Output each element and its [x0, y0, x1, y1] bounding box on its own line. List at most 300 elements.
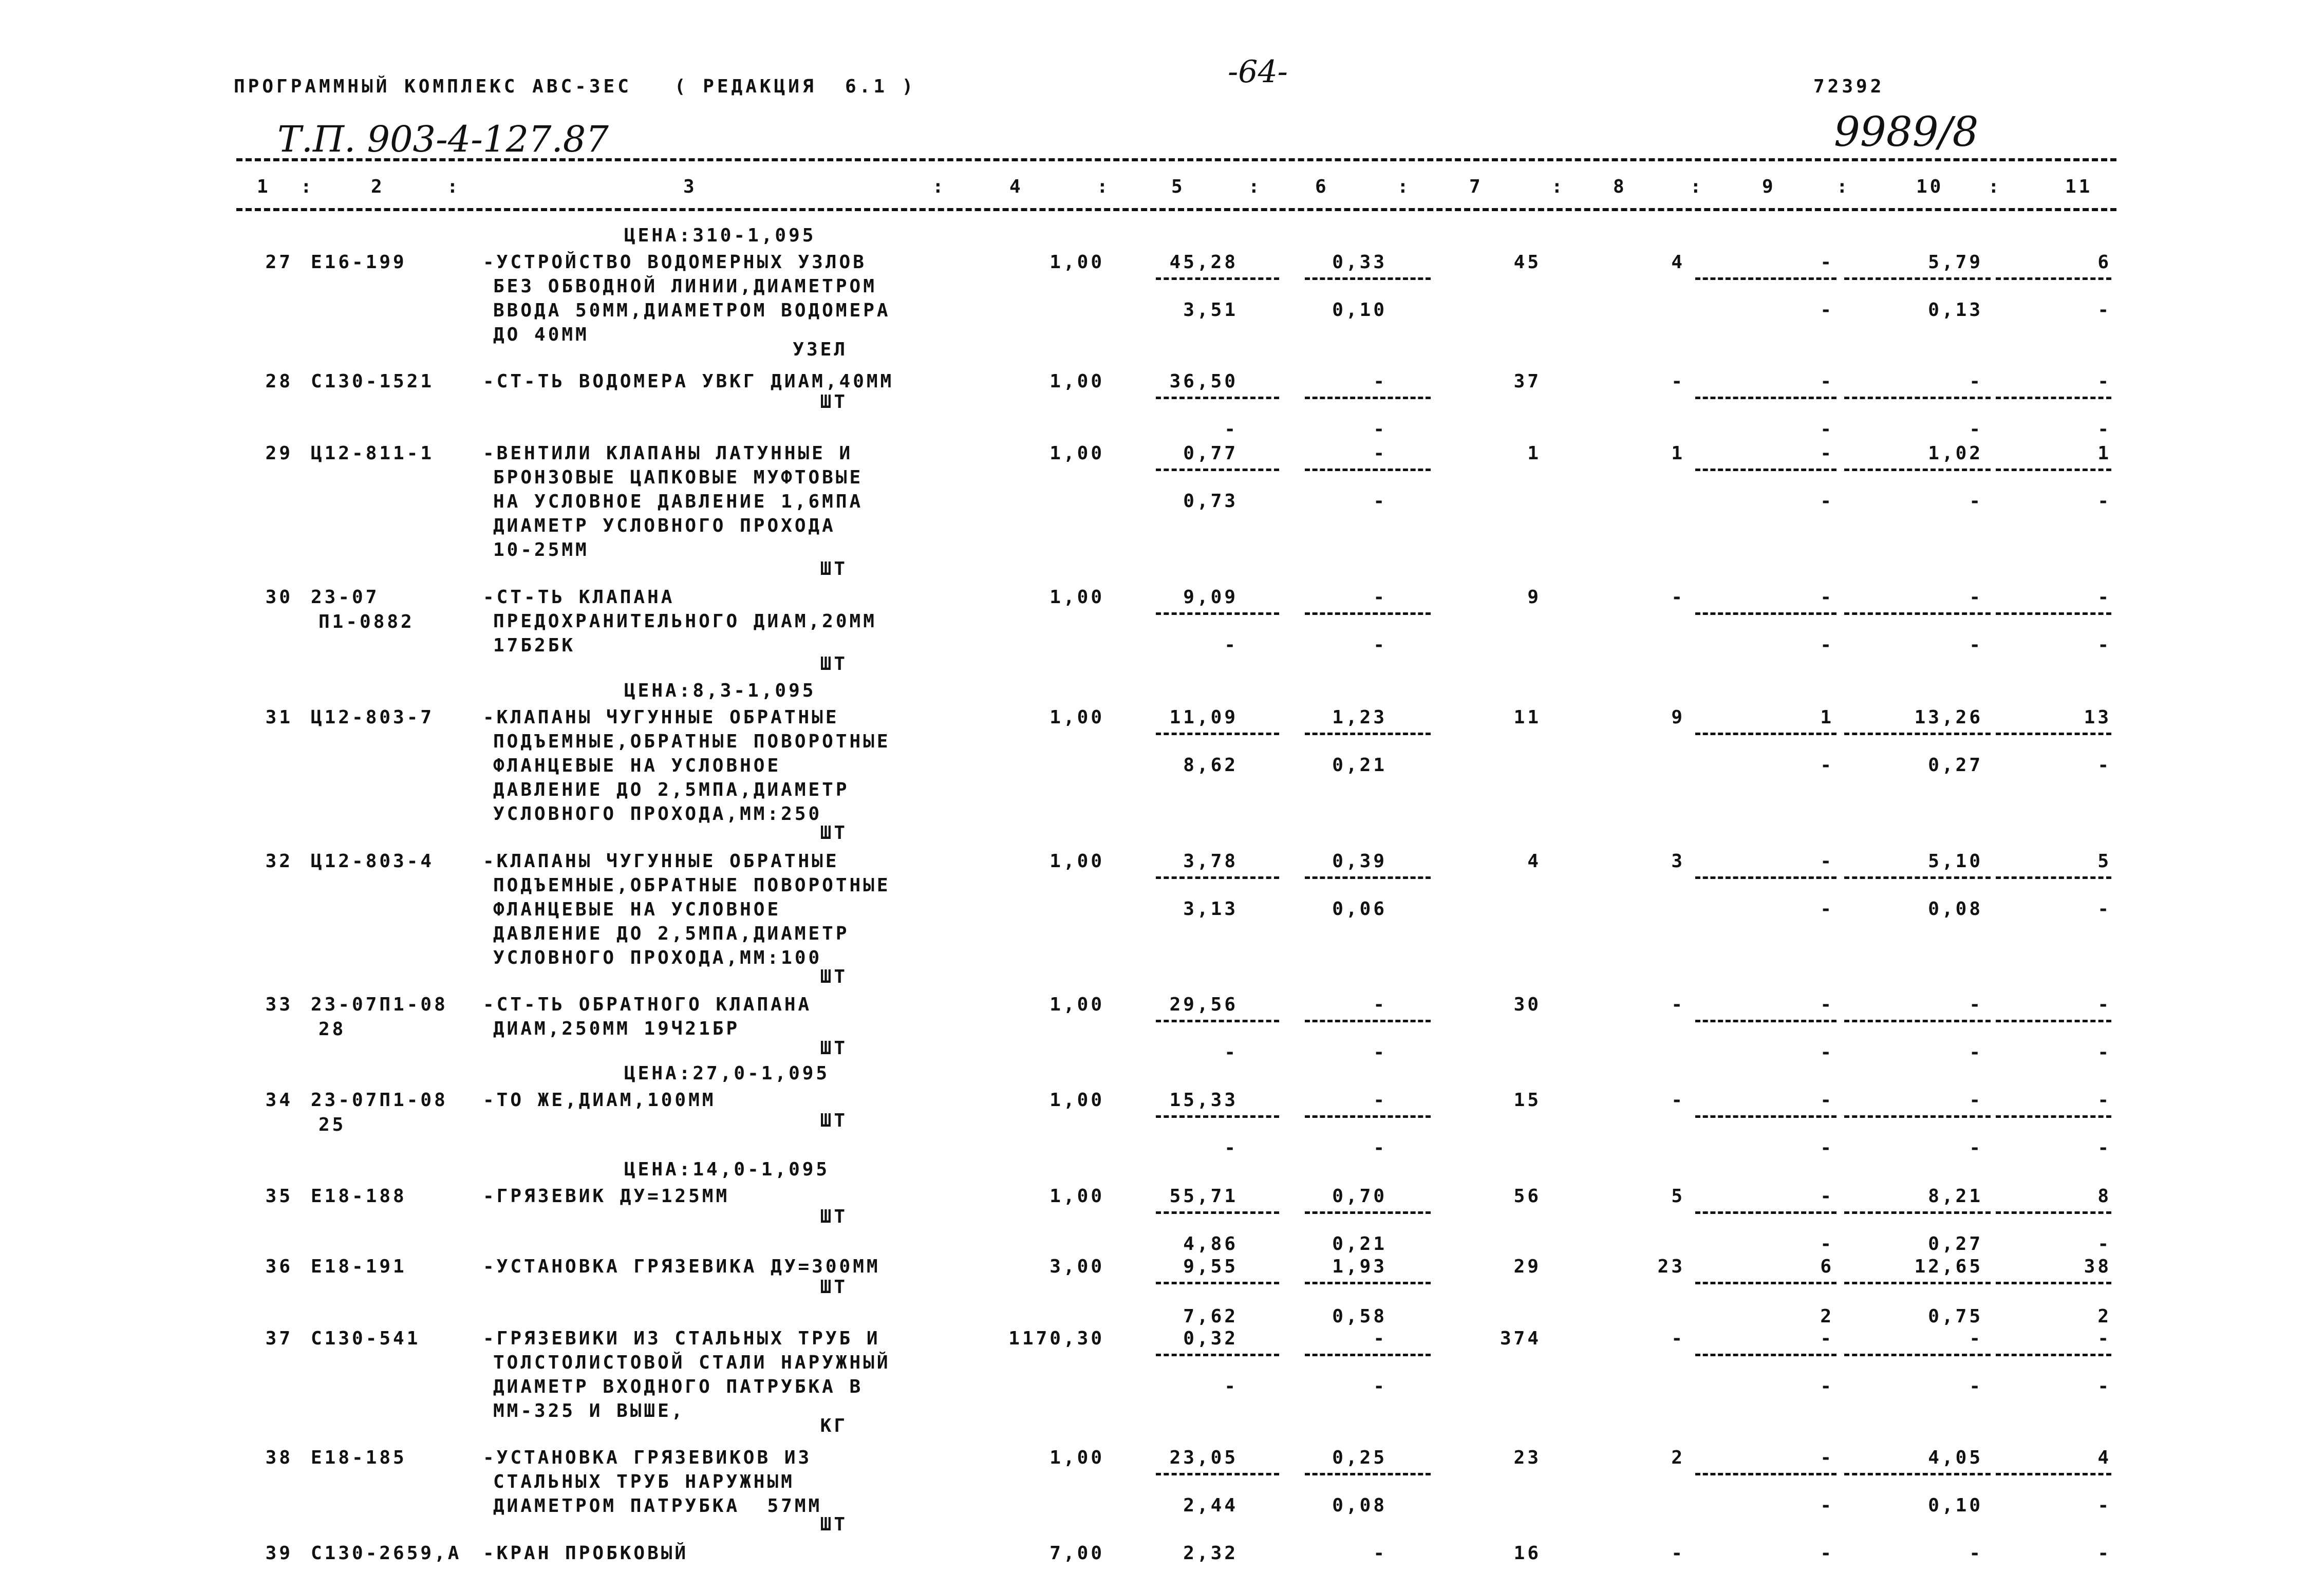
- fraction-line: [1305, 1282, 1431, 1284]
- row-description-line: БРОНЗОВЫЕ ЦАПКОВЫЕ МУФТОВЫЕ: [493, 467, 864, 488]
- column-separator: :: [1836, 176, 1850, 197]
- row-code: Е18-185: [311, 1447, 407, 1468]
- labor-total-wages: -: [2097, 419, 2111, 440]
- labor-total-wages: -: [2097, 300, 2111, 321]
- fraction-line: [1695, 469, 1836, 471]
- fraction-line: [1156, 1211, 1279, 1214]
- fraction-line: [1996, 397, 2111, 399]
- row-code: С130-541: [311, 1328, 421, 1349]
- row-unit: ШТ: [820, 1277, 848, 1298]
- cost-total: 15,33: [1169, 1090, 1238, 1111]
- labor-wages: 0,10: [1928, 1495, 1983, 1516]
- column-separator: :: [1248, 176, 1262, 197]
- fraction-line: [1695, 1282, 1836, 1284]
- cost-machine-wages: -: [1373, 1376, 1387, 1397]
- fraction-line: [1996, 1473, 2111, 1475]
- labor-wages: -: [1969, 1042, 1983, 1063]
- fraction-line: [1844, 733, 1991, 735]
- fraction-line: [1844, 1211, 1991, 1214]
- fraction-line: [1156, 612, 1279, 615]
- fraction-line: [1996, 1354, 2111, 1356]
- cost-machine-wages: 0,08: [1332, 1495, 1387, 1516]
- fraction-line: [1844, 1020, 1991, 1022]
- machine-cost: -: [1820, 443, 1834, 464]
- machine-wages: -: [1820, 1233, 1834, 1255]
- row-number: 34: [265, 1090, 293, 1111]
- fraction-line: [1996, 876, 2111, 879]
- labor-wages: -: [1969, 1376, 1983, 1397]
- labor-total-wages: -: [2097, 1042, 2111, 1063]
- price-note: ЦЕНА:310-1,095: [624, 225, 816, 246]
- wages: -: [1671, 587, 1685, 608]
- price-note: ЦЕНА:14,0-1,095: [624, 1159, 830, 1180]
- cost-machine-wages: 0,21: [1332, 755, 1387, 776]
- total-cost: 11: [1513, 707, 1541, 728]
- row-quantity: 1,00: [1049, 587, 1104, 608]
- row-unit: КГ: [820, 1415, 848, 1436]
- machine-cost: -: [1820, 1447, 1834, 1468]
- row-unit: ШТ: [820, 966, 848, 987]
- row-quantity: 1,00: [1049, 994, 1104, 1015]
- labor-total-wages: -: [2097, 491, 2111, 512]
- row-quantity: 1170,30: [1008, 1328, 1104, 1349]
- fraction-line: [1844, 1115, 1991, 1118]
- labor-total: -: [2097, 587, 2111, 608]
- machine-cost: -: [1820, 851, 1834, 872]
- row-description-line: НА УСЛОВНОЕ ДАВЛЕНИЕ 1,6МПА: [493, 491, 864, 512]
- cost-total-wages: -: [1224, 1376, 1238, 1397]
- row-description-line: ПОДЪЕМНЫЕ,ОБРАТНЫЕ ПОВОРОТНЫЕ: [493, 731, 891, 752]
- cost-machine-wages: 0,58: [1332, 1306, 1387, 1327]
- row-description-line: ДИАМЕТР ВХОДНОГО ПАТРУБКА В: [493, 1376, 864, 1397]
- row-description-line: -ГРЯЗЕВИКИ ИЗ СТАЛЬНЫХ ТРУБ И: [483, 1328, 880, 1349]
- cost-machine: -: [1373, 1090, 1387, 1111]
- machine-wages: -: [1820, 1495, 1834, 1516]
- cost-total: 45,28: [1169, 252, 1238, 273]
- fraction-line: [1156, 397, 1279, 399]
- labor: -: [1969, 587, 1983, 608]
- row-number: 38: [265, 1447, 293, 1468]
- column-header-10: 10: [1916, 176, 1944, 197]
- labor-total-wages: -: [2097, 1376, 2111, 1397]
- fraction-line: [1156, 876, 1279, 879]
- row-code: Е18-188: [311, 1186, 407, 1207]
- row-code: Е16-199: [311, 252, 407, 273]
- row-quantity: 1,00: [1049, 1447, 1104, 1468]
- row-quantity: 1,00: [1049, 371, 1104, 392]
- row-description-line: -УСТРОЙСТВО ВОДОМЕРНЫХ УЗЛОВ: [483, 252, 867, 273]
- fraction-line: [1156, 1473, 1279, 1475]
- row-description-line: -СТ-ТЬ ОБРАТНОГО КЛАПАНА: [483, 994, 812, 1015]
- labor: -: [1969, 994, 1983, 1015]
- row-description-line: ФЛАНЦЕВЫЕ НА УСЛОВНОЕ: [493, 899, 781, 920]
- fraction-line: [1156, 1282, 1279, 1284]
- machine-cost: -: [1820, 371, 1834, 392]
- row-quantity: 3,00: [1049, 1256, 1104, 1277]
- cost-total: 0,32: [1183, 1328, 1238, 1349]
- column-header-2: 2: [371, 176, 385, 197]
- cost-machine-wages: -: [1373, 419, 1387, 440]
- cost-machine: -: [1373, 994, 1387, 1015]
- cost-machine-wages: 0,10: [1332, 300, 1387, 321]
- project-number: Т.П. 903-4-127.87: [277, 118, 609, 160]
- cost-machine: 0,33: [1332, 252, 1387, 273]
- cost-total-wages: 2,44: [1183, 1495, 1238, 1516]
- row-description-line: 10-25ММ: [493, 539, 589, 560]
- total-cost: 1: [1527, 443, 1541, 464]
- fraction-line: [1695, 612, 1836, 615]
- total-cost: 37: [1513, 371, 1541, 392]
- total-cost: 56: [1513, 1186, 1541, 1207]
- column-separator: :: [1988, 176, 2002, 197]
- machine-wages: -: [1820, 300, 1834, 321]
- wages: -: [1671, 1543, 1685, 1564]
- fraction-line: [1305, 733, 1431, 735]
- row-description-line: СТАЛЬНЫХ ТРУБ НАРУЖНЫМ: [493, 1471, 795, 1492]
- row-code: 23-07: [311, 587, 380, 608]
- machine-wages: -: [1820, 491, 1834, 512]
- row-number: 37: [265, 1328, 293, 1349]
- fraction-line: [1156, 733, 1279, 735]
- fraction-line: [1305, 469, 1431, 471]
- fraction-line: [1996, 1115, 2111, 1118]
- cost-total: 11,09: [1169, 707, 1238, 728]
- fraction-line: [1156, 1020, 1279, 1022]
- column-separator: :: [1397, 176, 1411, 197]
- program-title: ПРОГРАММНЫЙ КОМПЛЕКС АВС-3ЕС ( РЕДАКЦИЯ 6.1 ): [234, 76, 916, 97]
- fraction-line: [1695, 733, 1836, 735]
- cost-machine-wages: -: [1373, 1042, 1387, 1063]
- row-description-line: -СТ-ТЬ ВОДОМЕРА УВКГ ДИАМ,40ММ: [483, 371, 894, 392]
- cost-machine: -: [1373, 443, 1387, 464]
- cost-total-wages: -: [1224, 419, 1238, 440]
- labor-wages: -: [1969, 491, 1983, 512]
- cost-total-wages: 8,62: [1183, 755, 1238, 776]
- row-description-line: ПОДЪЕМНЫЕ,ОБРАТНЫЕ ПОВОРОТНЫЕ: [493, 875, 891, 896]
- labor: 12,65: [1914, 1256, 1983, 1277]
- fraction-line: [1305, 1020, 1431, 1022]
- fraction-line: [1844, 397, 1991, 399]
- machine-cost: 1: [1820, 707, 1834, 728]
- cost-total-wages: 4,86: [1183, 1233, 1238, 1255]
- row-code: С130-2659,А: [311, 1543, 462, 1564]
- row-number: 29: [265, 443, 293, 464]
- labor-wages: 0,08: [1928, 899, 1983, 920]
- machine-cost: -: [1820, 252, 1834, 273]
- wages: -: [1671, 994, 1685, 1015]
- machine-wages: -: [1820, 1137, 1834, 1158]
- row-unit: ШТ: [820, 558, 848, 579]
- cost-machine-wages: -: [1373, 491, 1387, 512]
- page-number: -64-: [1228, 54, 1288, 90]
- total-cost: 15: [1513, 1090, 1541, 1111]
- row-code: Ц12-811-1: [311, 443, 435, 464]
- cost-machine: 1,23: [1332, 707, 1387, 728]
- cost-total: 3,78: [1183, 851, 1238, 872]
- fraction-line: [1695, 876, 1836, 879]
- row-number: 27: [265, 252, 293, 273]
- machine-cost: -: [1820, 1543, 1834, 1564]
- row-unit: ШТ: [820, 653, 848, 675]
- labor-wages: 0,27: [1928, 1233, 1983, 1255]
- total-cost: 16: [1513, 1543, 1541, 1564]
- labor-total-wages: -: [2097, 1495, 2111, 1516]
- column-header-4: 4: [1009, 176, 1023, 197]
- machine-wages: -: [1820, 899, 1834, 920]
- fraction-line: [1695, 1473, 1836, 1475]
- document-code: 72392: [1813, 76, 1885, 97]
- cost-total: 23,05: [1169, 1447, 1238, 1468]
- total-cost: 23: [1513, 1447, 1541, 1468]
- fraction-line: [1156, 277, 1279, 280]
- fraction-line: [1695, 1211, 1836, 1214]
- machine-wages: -: [1820, 419, 1834, 440]
- row-code: П1-0882: [318, 611, 415, 632]
- row-description-line: -КЛАПАНЫ ЧУГУННЫЕ ОБРАТНЫЕ: [483, 851, 839, 872]
- labor-total: -: [2097, 1543, 2111, 1564]
- labor-total: -: [2097, 994, 2111, 1015]
- total-cost: 29: [1513, 1256, 1541, 1277]
- labor: 1,02: [1928, 443, 1983, 464]
- column-header-11: 11: [2065, 176, 2093, 197]
- column-header-1: 1: [257, 176, 271, 197]
- labor-total-wages: 2: [2097, 1306, 2111, 1327]
- labor-wages: -: [1969, 419, 1983, 440]
- labor-wages: -: [1969, 634, 1983, 656]
- fraction-line: [1695, 1115, 1836, 1118]
- fraction-line: [1996, 1020, 2111, 1022]
- labor-total-wages: -: [2097, 634, 2111, 656]
- machine-wages: 2: [1820, 1306, 1834, 1327]
- row-code: 25: [318, 1114, 346, 1135]
- total-cost: 30: [1513, 994, 1541, 1015]
- labor: -: [1969, 1543, 1983, 1564]
- header-rule: [236, 208, 2116, 211]
- cost-total-wages: -: [1224, 1042, 1238, 1063]
- machine-cost: -: [1820, 1186, 1834, 1207]
- row-description-line: -КЛАПАНЫ ЧУГУННЫЕ ОБРАТНЫЕ: [483, 707, 839, 728]
- row-unit: ШТ: [820, 1514, 848, 1535]
- row-code: 23-07П1-08: [311, 994, 448, 1015]
- cost-total-wages: 0,73: [1183, 491, 1238, 512]
- cost-total: 2,32: [1183, 1543, 1238, 1564]
- machine-wages: -: [1820, 1042, 1834, 1063]
- fraction-line: [1996, 277, 2111, 280]
- labor-total: 38: [2084, 1256, 2111, 1277]
- row-description-line: ДИАМЕТР УСЛОВНОГО ПРОХОДА: [493, 515, 836, 536]
- labor-total: -: [2097, 1328, 2111, 1349]
- labor-wages: 0,27: [1928, 755, 1983, 776]
- row-description-line: ДО 40ММ: [493, 324, 589, 345]
- labor: 5,10: [1928, 851, 1983, 872]
- row-quantity: 1,00: [1049, 252, 1104, 273]
- labor: -: [1969, 1328, 1983, 1349]
- cost-total: 9,09: [1183, 587, 1238, 608]
- row-unit: ШТ: [820, 1206, 848, 1227]
- cost-total: 29,56: [1169, 994, 1238, 1015]
- row-number: 33: [265, 994, 293, 1015]
- row-code: 23-07П1-08: [311, 1090, 448, 1111]
- fraction-line: [1305, 1473, 1431, 1475]
- row-code: Ц12-803-4: [311, 851, 435, 872]
- machine-cost: -: [1820, 587, 1834, 608]
- row-description-line: -ГРЯЗЕВИК ДУ=125ММ: [483, 1186, 730, 1207]
- row-description-line: -ТО ЖЕ,ДИАМ,100ММ: [483, 1090, 716, 1111]
- fraction-line: [1156, 469, 1279, 471]
- column-separator: :: [1551, 176, 1565, 197]
- row-quantity: 7,00: [1049, 1543, 1104, 1564]
- fraction-line: [1844, 612, 1991, 615]
- row-description-line: ММ-325 И ВЫШЕ,: [493, 1400, 685, 1421]
- row-number: 28: [265, 371, 293, 392]
- row-code: Ц12-803-7: [311, 707, 435, 728]
- cost-total: 36,50: [1169, 371, 1238, 392]
- row-description-line: -УСТАНОВКА ГРЯЗЕВИКОВ ИЗ: [483, 1447, 812, 1468]
- cost-machine-wages: -: [1373, 634, 1387, 656]
- column-separator: :: [1097, 176, 1111, 197]
- column-header-3: 3: [683, 176, 697, 197]
- column-separator: :: [447, 176, 461, 197]
- row-description-line: ДАВЛЕНИЕ ДО 2,5МПА,ДИАМЕТР: [493, 923, 850, 944]
- row-quantity: 1,00: [1049, 443, 1104, 464]
- fraction-line: [1305, 1354, 1431, 1356]
- labor-total-wages: -: [2097, 1233, 2111, 1255]
- fraction-line: [1996, 469, 2111, 471]
- row-unit: ШТ: [820, 822, 848, 844]
- fraction-line: [1305, 1115, 1431, 1118]
- labor-total: -: [2097, 1090, 2111, 1111]
- column-header-9: 9: [1762, 176, 1776, 197]
- row-unit: ШТ: [820, 1110, 848, 1131]
- column-separator: :: [932, 176, 946, 197]
- fraction-line: [1844, 277, 1991, 280]
- row-description-line: -КРАН ПРОБКОВЫЙ: [483, 1543, 689, 1564]
- wages: 2: [1671, 1447, 1685, 1468]
- fraction-line: [1695, 397, 1836, 399]
- row-description-line: 17Б2БК: [493, 635, 576, 656]
- cost-machine: 1,93: [1332, 1256, 1387, 1277]
- labor-wages: 0,13: [1928, 300, 1983, 321]
- cost-machine: -: [1373, 587, 1387, 608]
- labor-wages: 0,75: [1928, 1306, 1983, 1327]
- wages: 4: [1671, 252, 1685, 273]
- wages: 23: [1657, 1256, 1685, 1277]
- row-unit: УЗЕЛ: [793, 339, 848, 360]
- labor: -: [1969, 371, 1983, 392]
- row-code: С130-1521: [311, 371, 435, 392]
- labor-total-wages: -: [2097, 899, 2111, 920]
- fraction-line: [1996, 733, 2111, 735]
- wages: -: [1671, 1090, 1685, 1111]
- fraction-line: [1695, 1354, 1836, 1356]
- wages: -: [1671, 371, 1685, 392]
- wages: 3: [1671, 851, 1685, 872]
- labor-total: 8: [2097, 1186, 2111, 1207]
- labor-total: 1: [2097, 443, 2111, 464]
- row-description-line: -УСТАНОВКА ГРЯЗЕВИКА ДУ=300ММ: [483, 1256, 880, 1277]
- cost-machine: 0,70: [1332, 1186, 1387, 1207]
- total-cost: 45: [1513, 252, 1541, 273]
- cost-machine: -: [1373, 1543, 1387, 1564]
- row-number: 30: [265, 587, 293, 608]
- cost-total: 55,71: [1169, 1186, 1238, 1207]
- machine-wages: -: [1820, 1376, 1834, 1397]
- labor-wages: -: [1969, 1137, 1983, 1158]
- total-cost: 374: [1500, 1328, 1541, 1349]
- column-header-7: 7: [1469, 176, 1483, 197]
- column-header-5: 5: [1171, 176, 1185, 197]
- row-description-line: ФЛАНЦЕВЫЕ НА УСЛОВНОЕ: [493, 755, 781, 776]
- wages: 1: [1671, 443, 1685, 464]
- cost-machine-wages: 0,06: [1332, 899, 1387, 920]
- total-cost: 9: [1527, 587, 1541, 608]
- row-description-line: ВВОДА 50ММ,ДИАМЕТРОМ ВОДОМЕРА: [493, 300, 891, 321]
- fraction-line: [1844, 1354, 1991, 1356]
- fraction-line: [1156, 1115, 1279, 1118]
- row-description-line: ДАВЛЕНИЕ ДО 2,5МПА,ДИАМЕТР: [493, 779, 850, 800]
- row-unit: ШТ: [820, 1038, 848, 1059]
- cost-total-wages: 7,62: [1183, 1306, 1238, 1327]
- machine-wages: -: [1820, 755, 1834, 776]
- labor: -: [1969, 1090, 1983, 1111]
- column-separator: :: [1690, 176, 1704, 197]
- column-header-6: 6: [1315, 176, 1329, 197]
- fraction-line: [1996, 612, 2111, 615]
- cost-total-wages: 3,51: [1183, 300, 1238, 321]
- row-quantity: 1,00: [1049, 1090, 1104, 1111]
- row-code: 28: [318, 1019, 346, 1040]
- fraction-line: [1156, 1354, 1279, 1356]
- labor-total: 5: [2097, 851, 2111, 872]
- machine-cost: -: [1820, 1328, 1834, 1349]
- cost-total: 9,55: [1183, 1256, 1238, 1277]
- row-description-line: ДИАМ,250ММ 19Ч21БР: [493, 1018, 740, 1039]
- row-number: 31: [265, 707, 293, 728]
- row-number: 35: [265, 1186, 293, 1207]
- wages: 5: [1671, 1186, 1685, 1207]
- cost-total: 0,77: [1183, 443, 1238, 464]
- row-number: 32: [265, 851, 293, 872]
- row-number: 39: [265, 1543, 293, 1564]
- cost-machine: -: [1373, 371, 1387, 392]
- fraction-line: [1695, 277, 1836, 280]
- row-code: Е18-191: [311, 1256, 407, 1277]
- cost-machine: 0,25: [1332, 1447, 1387, 1468]
- fraction-line: [1996, 1282, 2111, 1284]
- fraction-line: [1305, 277, 1431, 280]
- row-quantity: 1,00: [1049, 851, 1104, 872]
- labor-total: 6: [2097, 252, 2111, 273]
- fraction-line: [1305, 876, 1431, 879]
- machine-cost: 6: [1820, 1256, 1834, 1277]
- fraction-line: [1844, 1282, 1991, 1284]
- labor-total-wages: -: [2097, 755, 2111, 776]
- fraction-line: [1305, 612, 1431, 615]
- labor-total: 13: [2084, 707, 2111, 728]
- row-number: 36: [265, 1256, 293, 1277]
- row-description-line: БЕЗ ОБВОДНОЙ ЛИНИИ,ДИАМЕТРОМ: [493, 276, 877, 297]
- row-description-line: ДИАМЕТРОМ ПАТРУБКА 57ММ: [493, 1495, 822, 1517]
- labor: 13,26: [1914, 707, 1983, 728]
- labor: 4,05: [1928, 1447, 1983, 1468]
- cost-machine: -: [1373, 1328, 1387, 1349]
- fraction-line: [1305, 1211, 1431, 1214]
- sheet-number: 9989/8: [1834, 108, 1979, 156]
- fraction-line: [1996, 1211, 2111, 1214]
- cost-machine-wages: 0,21: [1332, 1233, 1387, 1255]
- labor-total: -: [2097, 371, 2111, 392]
- cost-total-wages: -: [1224, 1137, 1238, 1158]
